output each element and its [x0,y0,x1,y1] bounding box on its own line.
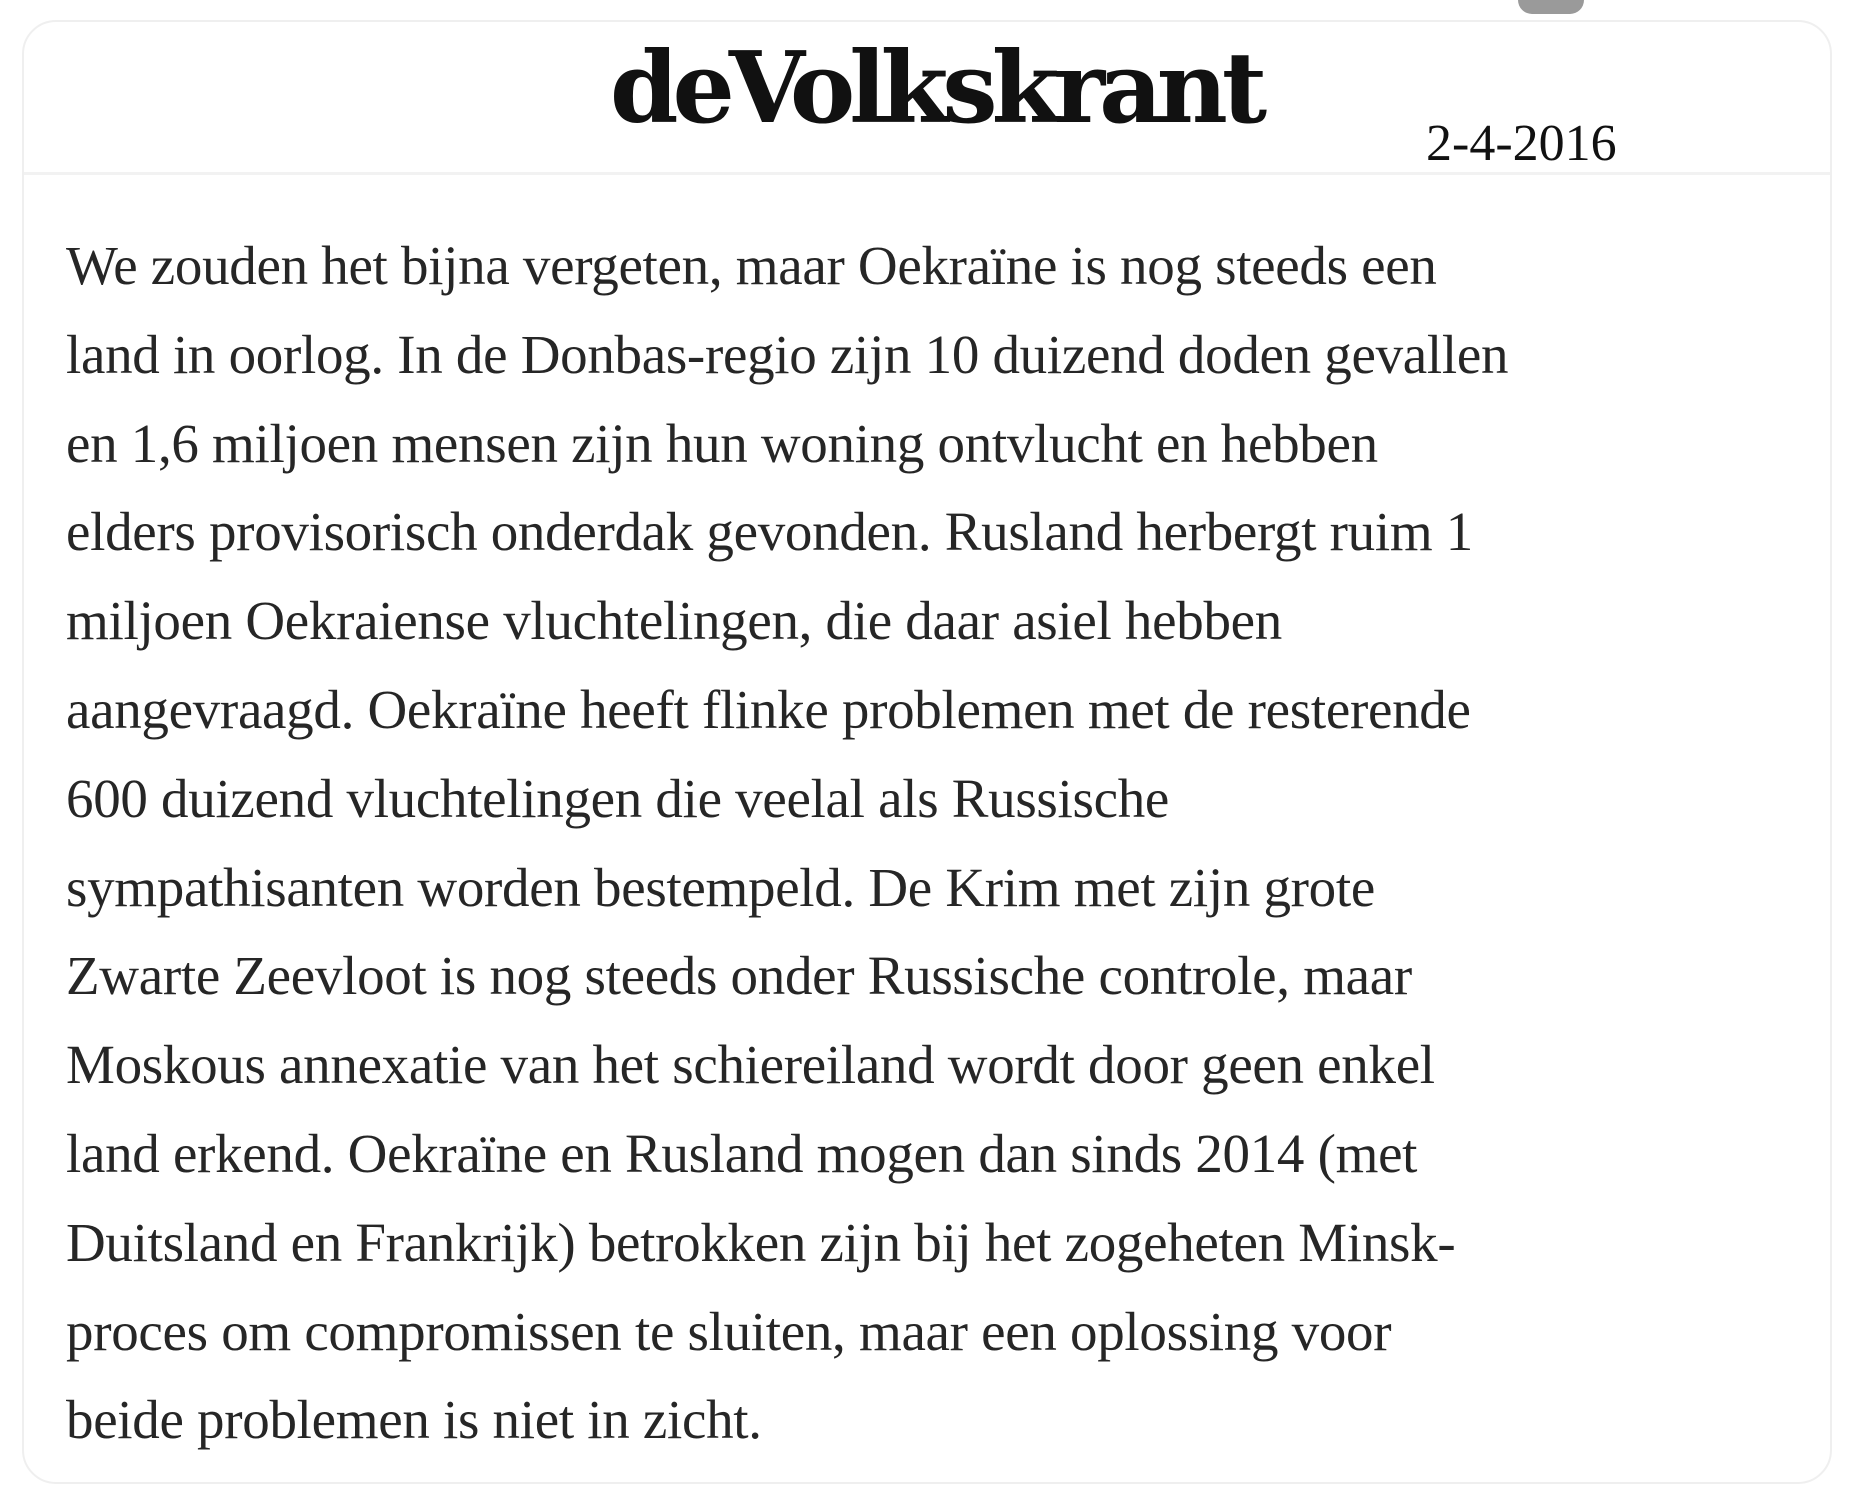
article-line: Moskous annexatie van het schiereiland wordt door geen enkel [66,1034,1435,1096]
clipping-date: 2-4-2016 [1426,115,1617,172]
article-line: proces om compromissen te sluiten, maar een oplossing voor [66,1300,1392,1362]
article-line: Duitsland en Frankrijk) betrokken zijn bij het zogeheten Minsk- [66,1211,1456,1273]
article-line: elders provisorisch onderdak gevonden. Rusland herbergt ruim 1 [66,501,1473,563]
article-line: sympathisanten worden bestempeld. De Krim met zijn grote [66,856,1375,918]
article-line: beide problemen is niet in zicht. [66,1389,762,1451]
newspaper-masthead: deVolkskrant [610,31,1262,146]
article-line: en 1,6 miljoen mensen zijn hun woning ontvlucht en hebben [66,412,1378,474]
article-line: Zwarte Zeevloot is nog steeds onder Russische controle, maar [66,945,1412,1007]
article-line: land erkend. Oekraïne en Rusland mogen dan sinds 2014 (met [66,1122,1418,1184]
corner-shadow [1518,0,1584,14]
article-line: land in oorlog. In de Donbas-regio zijn 10 duizend doden gevallen [66,323,1509,385]
article-line: aangevraagd. Oekraïne heeft flinke problemen met de resterende [66,678,1471,740]
clipping-header [24,22,1830,175]
article-line: 600 duizend vluchtelingen die veelal als Russische [66,767,1170,829]
article-line: We zouden het bijna vergeten, maar Oekraïne is nog steeds een [66,235,1437,296]
article-body [66,222,1786,1465]
article-line: miljoen Oekraiense vluchtelingen, die daar asiel hebben [66,590,1282,652]
